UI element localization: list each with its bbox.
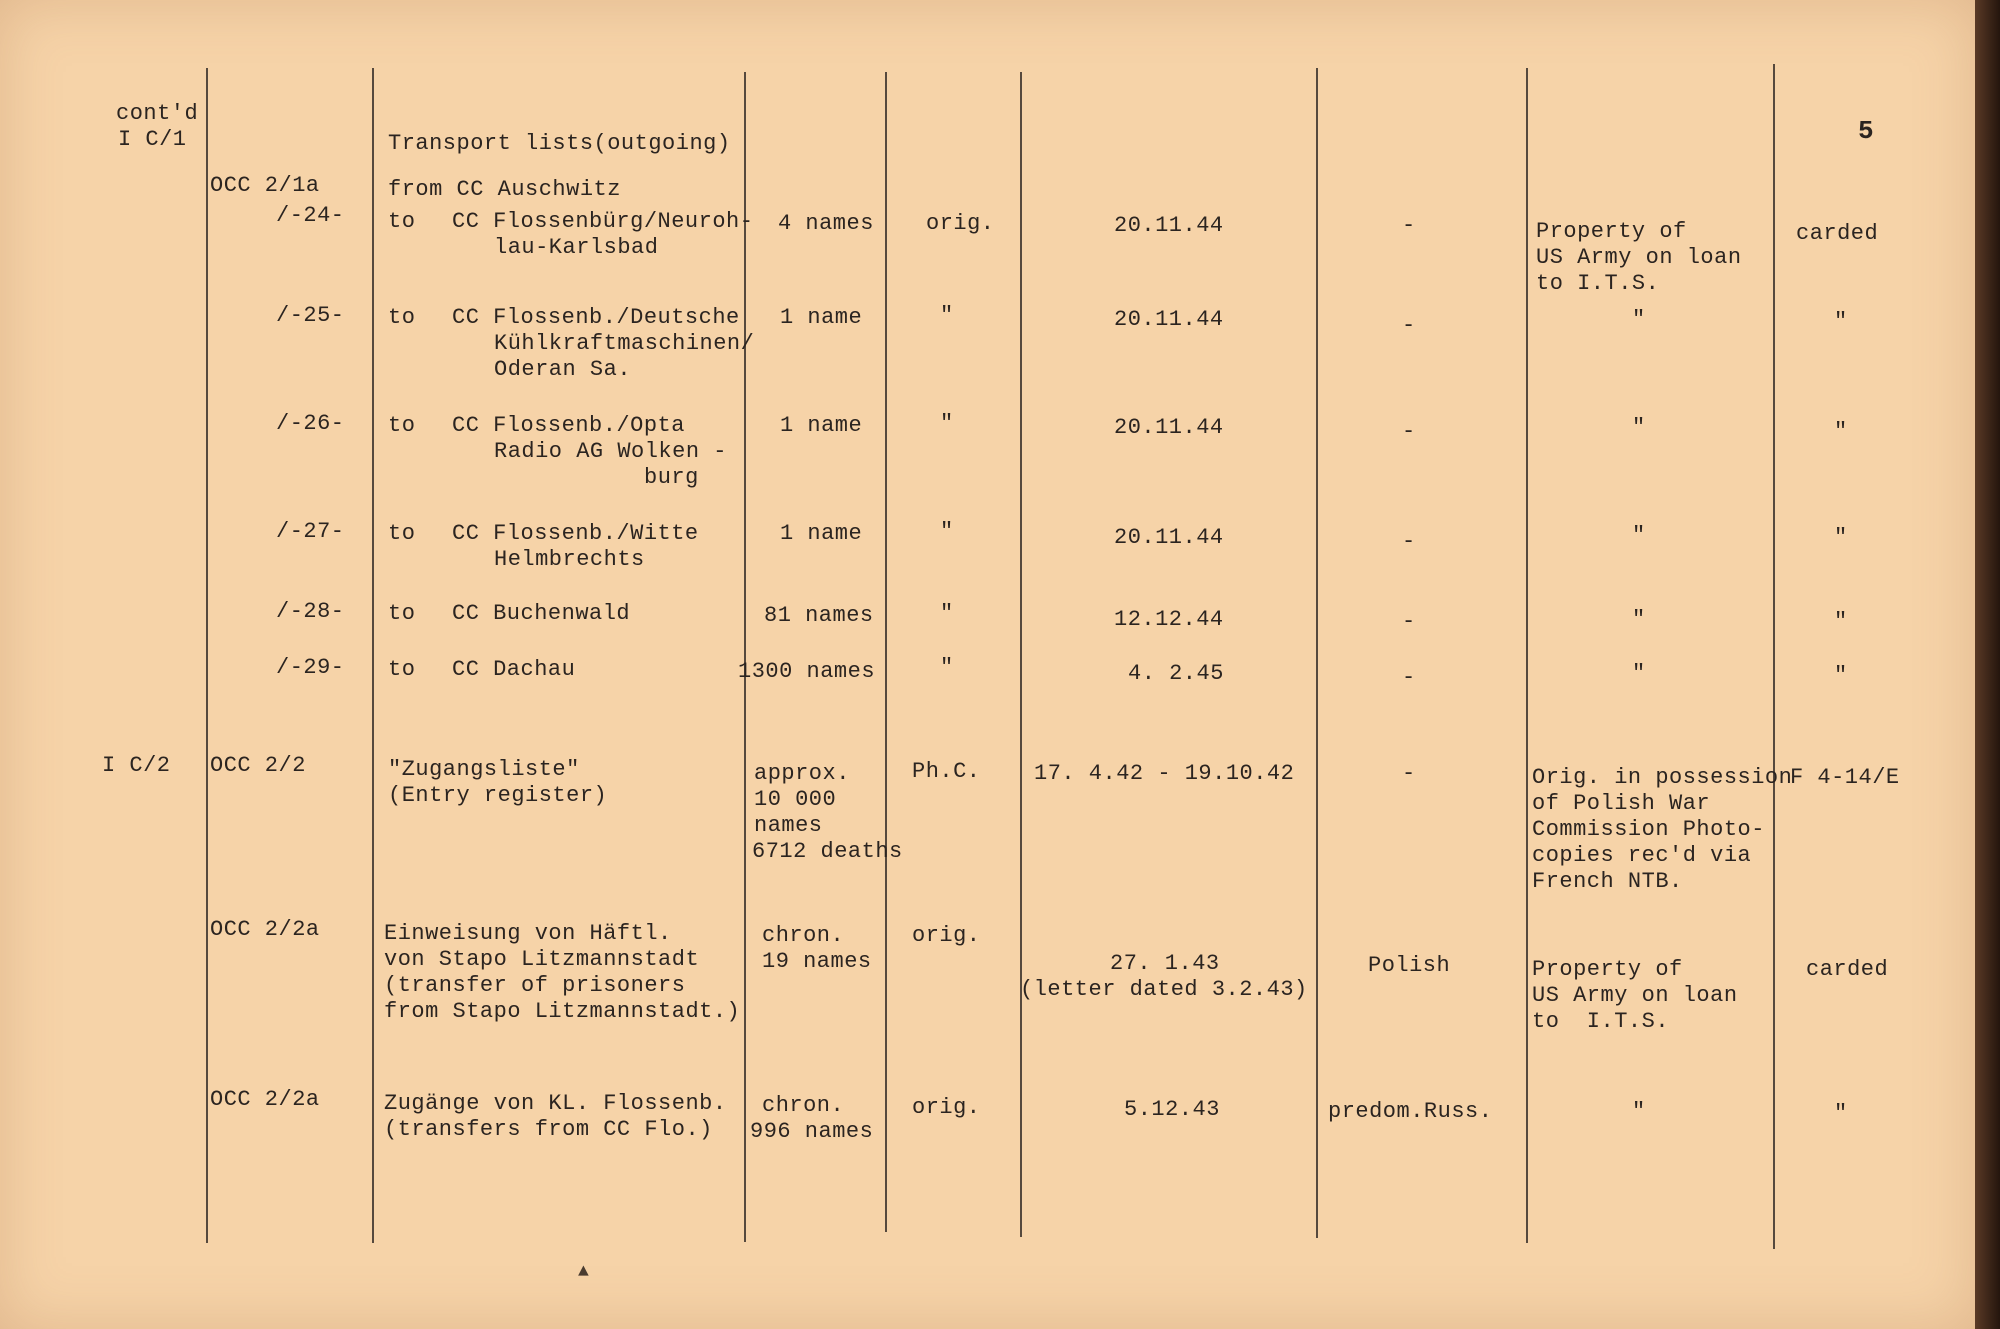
signature-occ-2-2: OCC 2/2 xyxy=(210,753,306,778)
status-ditto: " xyxy=(1834,663,1848,688)
section-title: Transport lists(outgoing) xyxy=(388,131,731,156)
destination-line-1: CC Flossenb./Opta xyxy=(452,413,685,438)
destination-line-1: CC Flossenb./Witte xyxy=(452,521,699,546)
column-rule-6 xyxy=(1316,68,1318,1238)
subnumber-28: /-28- xyxy=(276,599,345,624)
record-type: " xyxy=(940,411,954,436)
count-line-2: 10 000 xyxy=(754,787,837,812)
remarks-line-4: copies rec'd via xyxy=(1532,843,1752,868)
record-type: " xyxy=(940,601,954,626)
to-label: to xyxy=(388,209,416,234)
count-line-1: chron. xyxy=(762,1093,845,1118)
section-label-ic2: I C/2 xyxy=(102,753,171,778)
record-type: orig. xyxy=(912,923,981,948)
to-label: to xyxy=(388,521,416,546)
destination-line-2: Radio AG Wolken - xyxy=(494,439,727,464)
remarks-ditto: " xyxy=(1632,607,1646,632)
destination-line-3: burg xyxy=(644,465,699,490)
names-count: 1 name xyxy=(780,521,863,546)
description-line-2: (Entry register) xyxy=(388,783,608,808)
destination-line-3: Oderan Sa. xyxy=(494,357,632,382)
record-type: " xyxy=(940,519,954,544)
language: predom.Russ. xyxy=(1328,1099,1493,1124)
record-type: Ph.C. xyxy=(912,759,981,784)
status-ditto: " xyxy=(1834,419,1848,444)
destination-line-2: Helmbrechts xyxy=(494,547,645,572)
page-number: 5 xyxy=(1858,116,1875,146)
record-type: orig. xyxy=(926,211,995,236)
page-edge-shadow xyxy=(1975,0,2000,1329)
to-label: to xyxy=(388,601,416,626)
language: Polish xyxy=(1368,953,1451,978)
description-line-2: (transfers from CC Flo.) xyxy=(384,1117,713,1142)
record-date: 4. 2.45 xyxy=(1128,661,1224,686)
language: - xyxy=(1402,419,1416,444)
record-date: 20.11.44 xyxy=(1114,415,1224,440)
remarks-ditto: " xyxy=(1632,415,1646,440)
record-date-note: (letter dated 3.2.43) xyxy=(1020,977,1308,1002)
description-line-4: from Stapo Litzmannstadt.) xyxy=(384,999,741,1024)
destination-line-1: CC Flossenb./Deutsche xyxy=(452,305,740,330)
destination-line-1: CC Dachau xyxy=(452,657,576,682)
count-line-1: approx. xyxy=(754,761,850,786)
names-count: 81 names xyxy=(764,603,874,628)
column-rule-2 xyxy=(372,68,374,1243)
language: - xyxy=(1402,213,1416,238)
names-count: 1 name xyxy=(780,305,863,330)
remarks-ditto: " xyxy=(1632,523,1646,548)
count-line-2: 996 names xyxy=(750,1119,874,1144)
destination-line-1: CC Flossenbürg/Neuroh- xyxy=(452,209,754,234)
language: - xyxy=(1402,529,1416,554)
count-line-1: chron. xyxy=(762,923,845,948)
remarks-line-1: Property of xyxy=(1536,219,1687,244)
status-ditto: " xyxy=(1834,525,1848,550)
names-count: 4 names xyxy=(778,211,874,236)
status-ditto: " xyxy=(1834,309,1848,334)
record-date: 27. 1.43 xyxy=(1110,951,1220,976)
subnumber-27: /-27- xyxy=(276,519,345,544)
signature-occ-2-2a: OCC 2/2a xyxy=(210,917,320,942)
remarks-line-3: to I.T.S. xyxy=(1536,271,1660,296)
remarks-ditto: " xyxy=(1632,661,1646,686)
count-line-4: 6712 deaths xyxy=(752,839,903,864)
record-type: orig. xyxy=(912,1095,981,1120)
destination-line-2: Kühlkraftmaschinen/ xyxy=(494,331,755,356)
description-line-3: (transfer of prisoners xyxy=(384,973,686,998)
language: - xyxy=(1402,665,1416,690)
record-date: 20.11.44 xyxy=(1114,213,1224,238)
status-ditto: " xyxy=(1834,609,1848,634)
section-label-ic1: I C/1 xyxy=(118,127,187,152)
names-count: 1 name xyxy=(780,413,863,438)
to-label: to xyxy=(388,657,416,682)
contd-label: cont'd xyxy=(116,101,199,126)
column-rule-3 xyxy=(744,72,746,1242)
remarks-line-2: US Army on loan xyxy=(1532,983,1738,1008)
description-line-1: Einweisung von Häftl. xyxy=(384,921,672,946)
status-carded: carded xyxy=(1796,221,1879,246)
remarks-line-2: US Army on loan xyxy=(1536,245,1742,270)
description-line-1: Zugänge von KL. Flossenb. xyxy=(384,1091,727,1116)
count-line-2: 19 names xyxy=(762,949,872,974)
record-date: 20.11.44 xyxy=(1114,525,1224,550)
description-line-1: "Zugangsliste" xyxy=(388,757,580,782)
record-date: 20.11.44 xyxy=(1114,307,1224,332)
column-rule-5 xyxy=(1020,72,1022,1237)
status-carded: carded xyxy=(1806,957,1889,982)
count-line-3: names xyxy=(754,813,823,838)
subnumber-24: /-24- xyxy=(276,203,345,228)
destination-line-2: lau-Karlsbad xyxy=(494,235,659,260)
subnumber-29: /-29- xyxy=(276,655,345,680)
description-line-2: von Stapo Litzmannstadt xyxy=(384,947,700,972)
column-rule-1 xyxy=(206,68,208,1243)
record-type: " xyxy=(940,655,954,680)
to-label: to xyxy=(388,305,416,330)
remarks-ditto: " xyxy=(1632,1099,1646,1124)
signature-occ-2-1a: OCC 2/1a xyxy=(210,173,320,198)
subnumber-26: /-26- xyxy=(276,411,345,436)
names-count: 1300 names xyxy=(738,659,876,684)
from-label: from CC Auschwitz xyxy=(388,177,621,202)
record-date: 17. 4.42 - 19.10.42 xyxy=(1034,761,1295,786)
record-date: 12.12.44 xyxy=(1114,607,1224,632)
remarks-line-5: French NTB. xyxy=(1532,869,1683,894)
language: - xyxy=(1402,313,1416,338)
remarks-line-3: to I.T.S. xyxy=(1532,1009,1670,1034)
remarks-line-1: Orig. in possession xyxy=(1532,765,1793,790)
remarks-line-3: Commission Photo- xyxy=(1532,817,1765,842)
destination-line-1: CC Buchenwald xyxy=(452,601,631,626)
remarks-ditto: " xyxy=(1632,307,1646,332)
record-type: " xyxy=(940,303,954,328)
column-rule-4 xyxy=(885,72,887,1232)
stray-mark: ▲ xyxy=(578,1262,589,1282)
signature-occ-2-2a: OCC 2/2a xyxy=(210,1087,320,1112)
column-rule-7 xyxy=(1526,68,1528,1243)
record-date: 5.12.43 xyxy=(1124,1097,1220,1122)
to-label: to xyxy=(388,413,416,438)
column-rule-8 xyxy=(1773,64,1775,1249)
status-file-ref: F 4-14/E xyxy=(1790,765,1900,790)
subnumber-25: /-25- xyxy=(276,303,345,328)
status-ditto: " xyxy=(1834,1101,1848,1126)
language: - xyxy=(1402,761,1416,786)
remarks-line-2: of Polish War xyxy=(1532,791,1711,816)
language: - xyxy=(1402,609,1416,634)
remarks-line-1: Property of xyxy=(1532,957,1683,982)
